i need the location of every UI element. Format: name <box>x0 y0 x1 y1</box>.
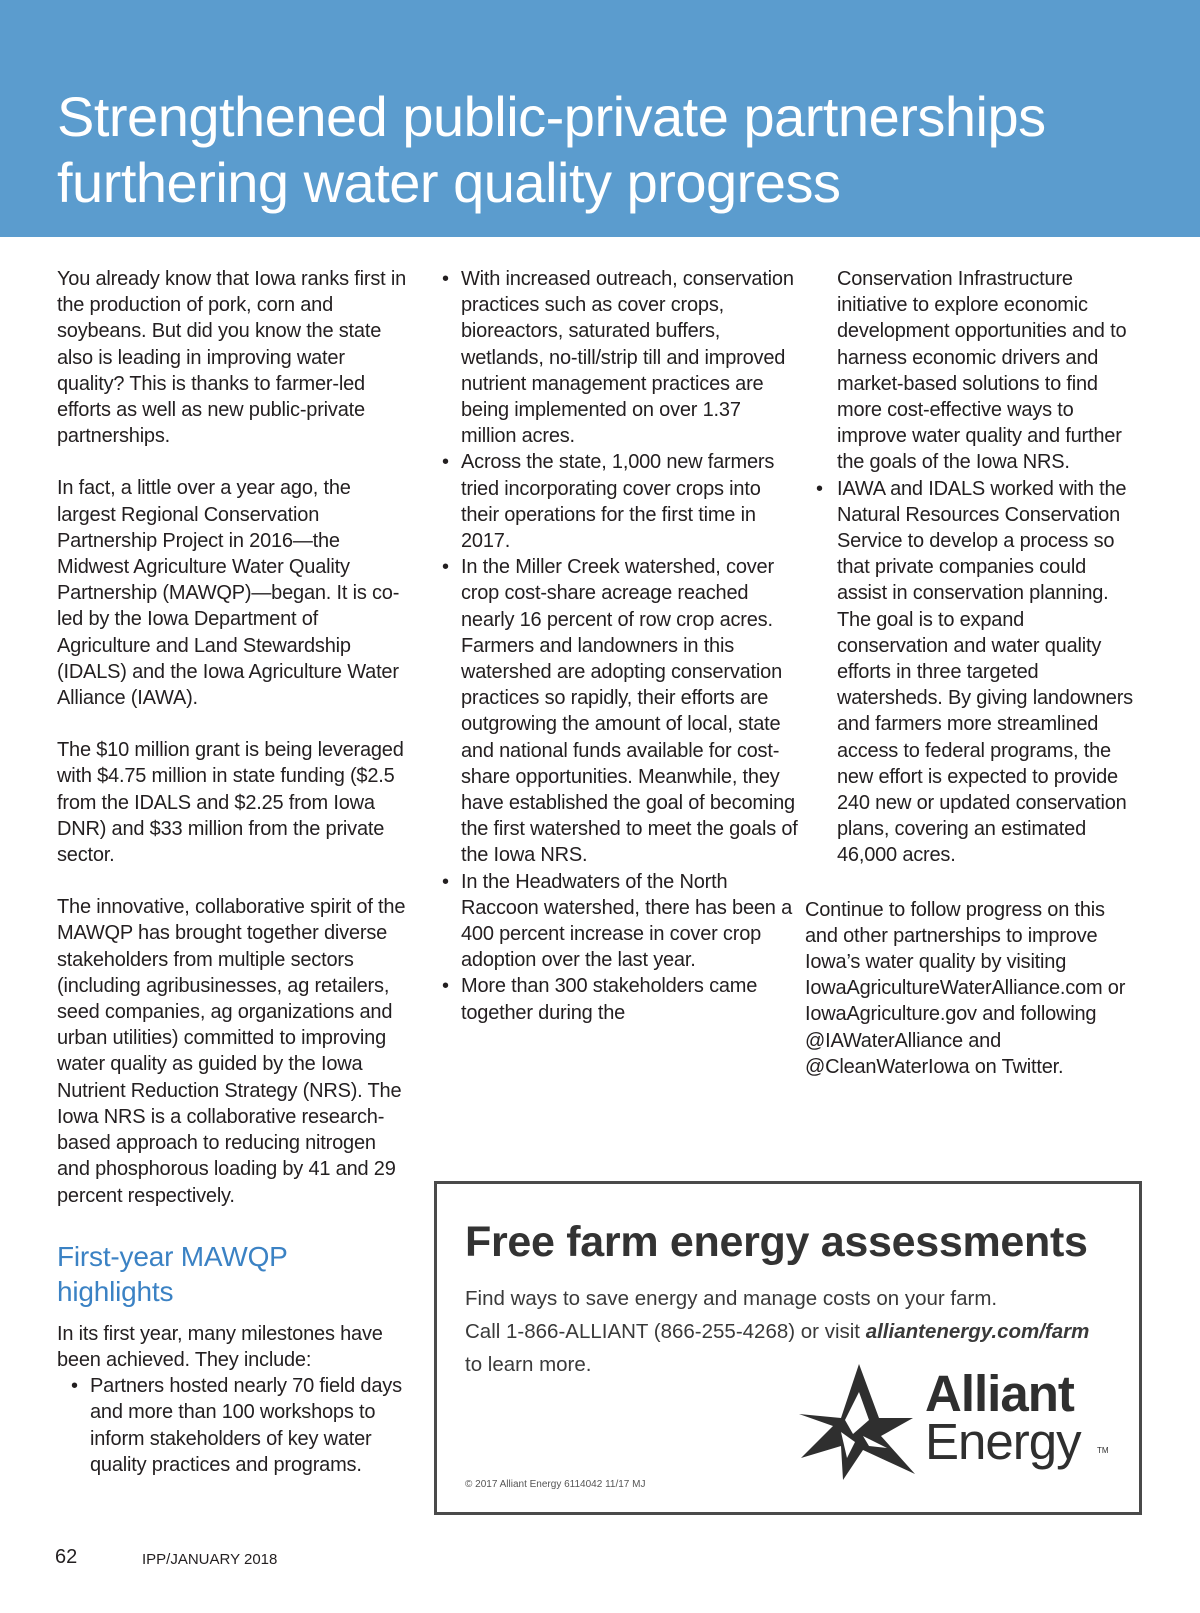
title-line-1: Strengthened public-private partnerships <box>57 85 1046 148</box>
article-column-3 <box>805 266 1135 1106</box>
brand-name-line-2: Energy <box>925 1413 1081 1470</box>
highlights-list <box>57 1373 407 1478</box>
highlights-intro: In its first year, many milestones have been achieved. They include: <box>57 1322 383 1371</box>
article-intro: You already know that Iowa ranks first in the production of pork, corn and soybeans. But did you know the state also is leading in improving water quality? This is thanks to farmer-led efforts as well as new public-private partnerships. <box>57 268 407 448</box>
closing-paragraph: Continue to follow progress on this and other partnerships to improve Iowa’s water quality by visiting IowaAgricultureWaterAlliance.com or IowaAgriculture.gov and following @IAWaterAlliance and @CleanWaterIowa on Twitter. <box>805 898 1126 1078</box>
alliant-energy-logo <box>797 1362 1117 1482</box>
brand-name-line-1: Alliant <box>925 1365 1074 1422</box>
list-item: • IAWA and IDALS worked with the Natural Resources Conservation Service to develop a process so that private companies could assist in conservation planning. The goal is to expand conservation and water quality efforts in three targeted watersheds. By giving landowners and farmers more streamlined access to federal programs, the new effort is expected to provide 240 new or updated conservation plans, covering an estimated 46,000 acres. <box>805 476 1135 869</box>
list-item: • In the Headwaters of the North Raccoon watershed, there has been a 400 percent increase in cover crop adoption over the last year. <box>438 869 798 974</box>
page-number: 62 <box>55 1546 78 1568</box>
list-item: • Partners hosted nearly 70 field days and more than 100 workshops to inform stakeholders of key water quality practices and programs. <box>67 1373 407 1478</box>
article-column-2 <box>438 266 798 1026</box>
ad-call-text: Call 1-866-ALLIANT (866-255-4268) or visit <box>465 1320 866 1343</box>
trademark-mark: TM <box>1097 1446 1109 1455</box>
list-item: • Across the state, 1,000 new farmers tried incorporating cover crops into their operations for the first time in 2017. <box>438 449 798 554</box>
issue-label: IPP/JANUARY 2018 <box>142 1551 278 1568</box>
highlights-list <box>805 476 1135 869</box>
list-item-continuation: Conservation Infrastructure initiative to explore economic development opportunities and to harness economic drivers and market-based solutions to find more cost-effective ways to improve water quality and further the goals of the Iowa NRS. <box>837 268 1127 474</box>
ad-headline: Free farm energy assessments <box>465 1218 1088 1266</box>
highlights-list <box>438 266 798 1026</box>
list-item: • More than 300 stakeholders came together during the <box>438 973 798 1025</box>
title-line-2: furthering water quality progress <box>57 151 841 214</box>
article-paragraph: The innovative, collaborative spirit of the MAWQP has brought together diverse stakeholders from multiple sectors (including agribusinesses, ag retailers, seed companies, ag organizations and urban utilities) committed to improving water quality as guided by the Iowa Nutrient Reduction Strategy (NRS). The Iowa NRS is a collaborative research-based approach to reducing nitrogen and phosphorous loading by 41 and 29 percent respectively. <box>57 896 406 1207</box>
list-item: • With increased outreach, conservation practices such as cover crops, bioreactors, saturated buffers, wetlands, no-till/strip till and improved nutrient management practices are being implemented on over 1.37 million acres. <box>438 266 798 449</box>
article-column-1 <box>57 266 407 1478</box>
ad-url-link[interactable]: alliantenergy.com/farm <box>865 1320 1090 1343</box>
page-title <box>57 84 1046 216</box>
ad-copyright: © 2017 Alliant Energy 6114042 11/17 MJ <box>465 1479 646 1490</box>
ad-line-1: Find ways to save energy and manage costs on your farm. <box>465 1287 998 1310</box>
ad-line-2 <box>465 1315 1125 1348</box>
alliant-star-logo-icon <box>797 1362 917 1482</box>
list-item: • In the Miller Creek watershed, cover crop cost-share acreage reached nearly 16 percent of row crop acres. Farmers and landowners in this watershed are adopting conservation practices so rapidly, their efforts are outgrowing the amount of local, state and national funds available for cost-share opportunities. Meanwhile, they have established the goal of becoming the first watershed to meet the goals of the Iowa NRS. <box>438 554 798 868</box>
article-paragraph: In fact, a little over a year ago, the largest Regional Conservation Partnership Project in 2016—the Midwest Agriculture Water Quality Partnership (MAWQP)—began. It is co-led by the Iowa Department of Agriculture and Land Stewardship (IDALS) and the Iowa Agriculture Water Alliance (IAWA). <box>57 477 400 710</box>
section-subhead: First-year MAWQP highlights <box>57 1240 288 1307</box>
ad-line-3: to learn more. <box>465 1353 592 1376</box>
alliant-energy-ad[interactable] <box>434 1181 1142 1515</box>
title-banner <box>0 0 1200 237</box>
article-paragraph: The $10 million grant is being leveraged with $4.75 million in state funding ($2.5 from the IDALS and $2.25 from Iowa DNR) and $33 million from the private sector. <box>57 739 404 867</box>
